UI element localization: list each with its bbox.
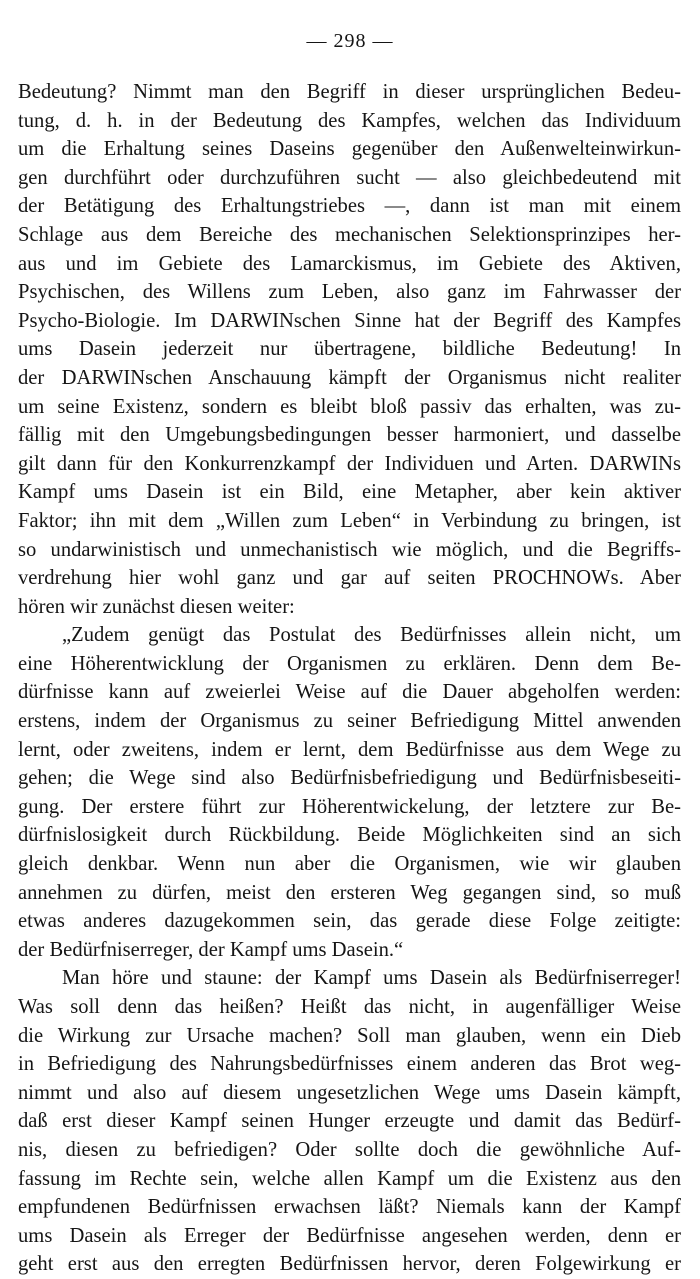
text-line: Bedeutung? Nimmt man den Begriff in dieser ursprünglichen Bedeu- (18, 81, 681, 103)
text-line: fassung im Rechte sein, welche allen Kampf um die Existenz aus den (18, 1167, 681, 1190)
text-line: Kampf ums Dasein ist ein Bild, eine Metapher, aber kein aktiver (18, 481, 681, 504)
text-line: um seine Existenz, sondern es bleibt bloß passiv das erhalten, was zu- (18, 395, 681, 418)
text-line: um die Erhaltung seines Daseins gegenüber den Außenwelteinwirkun- (18, 138, 681, 161)
text-line: gilt dann für den Konkurrenzkampf der Individuen und Arten. DARWINs (18, 452, 681, 475)
text-line: geht erst aus den erregten Bedürfnissen hervor, deren Folgewirkung er (18, 1253, 681, 1276)
text-line: gen durchführt oder durchzuführen sucht — also gleichbedeutend mit (18, 166, 681, 189)
text-line: empfundenen Bedürfnissen erwachsen läßt? Niemals kann der Kampf (18, 1196, 681, 1219)
text-line: aus und im Gebiete des Lamarckismus, im Gebiete des Aktiven, (18, 252, 681, 275)
text-line: erstens, indem der Organismus zu seiner Befriedigung Mittel anwenden (18, 710, 681, 733)
text-line: dürfnislosigkeit durch Rückbildung. Beide Möglichkeiten sind an sich (18, 824, 681, 847)
text-line: ums Dasein als Erreger der Bedürfnisse angesehen werden, denn er (18, 1224, 681, 1247)
text-line: der Betätigung des Erhaltungstriebes —, dann ist man mit einem (18, 195, 681, 218)
text-line: nis, diesen zu befriedigen? Oder sollte doch die gewöhnliche Auf- (18, 1138, 681, 1161)
text-line: so undarwinistisch und unmechanistisch wie möglich, und die Begriffs- (18, 538, 681, 561)
page-number: — 298 — (306, 30, 394, 52)
text-line: annehmen zu dürfen, meist den ersteren Weg gegangen sind, so muß (18, 881, 681, 904)
text-line: Was soll denn das heißen? Heißt das nicht, in augenfälliger Weise (18, 996, 681, 1018)
text-line: etwas anderes dazugekommen sein, das gerade diese Folge zeitigte: (18, 910, 681, 933)
text-line: der Bedürfniserreger, der Kampf ums Dasein.“ (18, 938, 404, 961)
text-line: „Zudem genügt das Postulat des Bedürfnisses allein nicht, um (62, 624, 681, 647)
text-line: gleich denkbar. Wenn nun aber die Organismen, wie wir glauben (18, 853, 681, 876)
text-line: nimmt und also auf diesem ungesetzlichen Wege ums Dasein kämpft, (18, 1081, 681, 1104)
text-line: Psychischen, des Willens zum Leben, also ganz im Fahrwasser der (18, 281, 681, 304)
text-line: Man höre und staune: der Kampf ums Dasein als Bedürfniserreger! (62, 967, 681, 990)
text-line: in Befriedigung des Nahrungsbedürfnisses einem anderen das Brot weg- (18, 1053, 681, 1076)
text-line: dürfnisse kann auf zweierlei Weise auf die Dauer abgeholfen werden: (18, 681, 681, 704)
text-body (18, 78, 681, 1279)
text-line: lernt, oder zweitens, indem er lernt, dem Bedürfnisse aus dem Wege zu (18, 738, 681, 761)
text-line: fällig mit den Umgebungsbedingungen besser harmoniert, und dasselbe (18, 424, 681, 447)
text-line: eine Höherentwicklung der Organismen zu erklären. Denn dem Be- (18, 652, 681, 675)
text-line: Psycho-Biologie. Im DARWINschen Sinne hat der Begriff des Kampfes (18, 309, 681, 332)
text-line: die Wirkung zur Ursache machen? Soll man glauben, wenn ein Dieb (18, 1024, 681, 1047)
text-line: gung. Der erstere führt zur Höherentwickelung, der letztere zur Be- (18, 795, 681, 818)
text-line: hören wir zunächst diesen weiter: (18, 595, 295, 618)
text-line: tung, d. h. in der Bedeutung des Kampfes, welchen das Individuum (18, 109, 681, 132)
text-line: Faktor; ihn mit dem „Willen zum Leben“ in Verbindung zu bringen, ist (18, 509, 681, 532)
text-line: verdrehung hier wohl ganz und gar auf seiten PROCHNOWs. Aber (18, 567, 681, 590)
text-line: der DARWINschen Anschauung kämpft der Organismus nicht realiter (18, 366, 681, 389)
text-line: Schlage aus dem Bereiche des mechanischen Selektionsprinzipes her- (18, 223, 681, 246)
text-line: ums Dasein jederzeit nur übertragene, bildliche Bedeutung! In (18, 338, 681, 361)
text-line: gehen; die Wege sind also Bedürfnisbefriedigung und Bedürfnisbeseiti- (18, 767, 681, 790)
text-line: daß erst dieser Kampf seinen Hunger erzeugte und damit das Bedürf- (18, 1110, 681, 1133)
